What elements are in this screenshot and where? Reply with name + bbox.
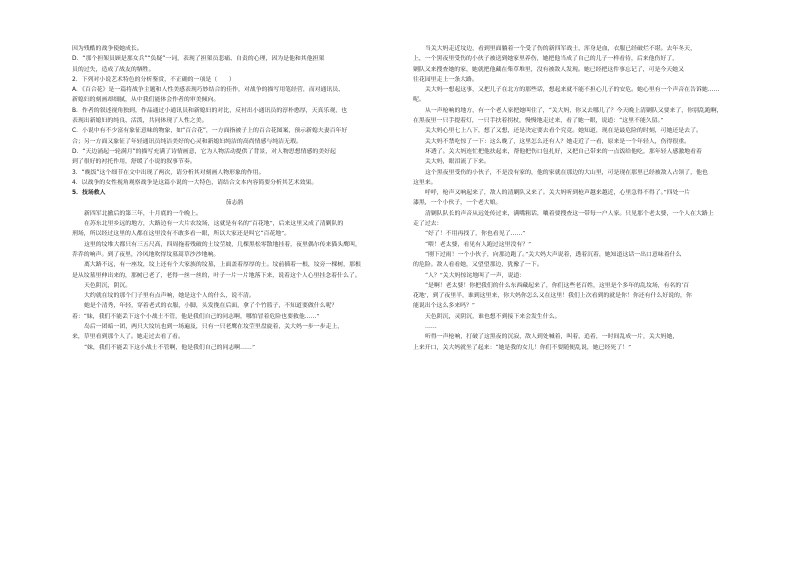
text-line: 在黑夜里一只手提着灯，一只手扶着拐杖，慢慢地走过来，看了她一眼，说道：“这里不能久留。” [413,118,664,125]
text-line: 因为残酷的战争使她成长。 [72,46,143,52]
text-line: 当关大妈走近坟边，看到里面躺着一个受了伤的新四军战士，浑身是血，衣服已经破烂不堪。去年冬天， [425,46,696,52]
text-line: 员的过失，造成了战友的牺牲。 [72,66,155,73]
text-line: 岛后一团暗一团，两只大坟坑也到一场遍及，只有一只老鹰在坟茔里盘旋着，关大妈一步一步走上， [84,324,344,331]
text-line: 花地’，到了夜里半，谁到这里来，你大妈你怎么又在这里！我们上次看到的就是你！你还有什么好说的，你 [413,293,692,300]
text-line: 到了很好的衬托作用，舒缓了小说的叙事节奏。 [72,159,196,166]
text-line: 这个黑夜里受伤的小伙子，不是没有家的，他的家就在那边的大山里，可是现在那里已经被敌人占领了，他也 [425,169,708,176]
text-line: D．“那个担架员顾是那女兵”“负疑”一词，表现了担架员悲痛、自责的心理，因为是他和其他担架 [72,56,325,63]
text-line: 在苏东北里乡远的地方，大路边有一大片农坟场，这就是有名的“百花地”，后来这里又成了清剿队的 [84,221,344,228]
text-line: “人？”关大妈惊诧地叫了一声，说道： [425,272,526,279]
right-column [413,44,739,353]
text-line: 合；另一方面又象征了年轻通讯员纯洁美好的心灵和新媳妇纯洁的高尚情感与纯洁无瑕。 [72,138,302,145]
text-line: 关大妈一想起这事，又把儿子在北方的那些话，想起来就不能不担心儿子的安危。她心里有一个声音在告诉她…… [425,87,720,94]
text-line: 4．以战争的女性视角观察战争是这篇小说的一大特色，请结合文本内容简要分析其艺术效果。 [72,179,318,186]
text-line: 听得一声枪响，打破了这黑夜的沉寂，敌人到处喊着，叫着，追着，一时间乱成一片，关大妈她， [425,334,679,341]
text-line: 离大路不远，有一座坟，坟上还有个大家族的坟墓，上面盖着厚厚的土。坟前插着一根，坟旁一棵树，那根 [84,262,361,269]
text-line: 这里来。 [413,179,437,186]
text-line: “喂！老太婆，看见有人跑过这里没有？” [425,241,532,248]
text-line: A．《百合花》是一篇将战争主题和人性美感表现巧妙结合的佳作，对战争的描写用笔经营，而对通讯员、 [72,87,345,94]
text-line: 清剿队队长的声音从远处传过来，满嘴粗话，嚷着要搜查这一带每一户人家。只见那个老太婆，一个人在大路上 [425,210,714,217]
left-column [72,44,397,353]
text-line: 是从坟墓里伸出来的，那树已老了，老得一丝一丝的，叶子一片一片地落下来，说着这个人心里挂念着什么了。 [72,272,361,279]
text-line: 新媳妇的刻画却细腻，从中我们能体会作者的审美倾向。 [72,97,220,104]
text-line: 呼呼，枪声又响起来了，敌人的清剿队又来了。关大妈听到枪声越来越近，心里急得不得了。”四处一片 [425,190,691,197]
text-line: “刚下过雨！一个小伙子，向那边跑了。”关大妈大声说着，透着沉着，她知道这话一出口意味着什么 [425,251,682,258]
text-line: 往花园里走上一条大路。 [413,76,478,83]
text-line: 茄志鹃 [225,200,244,207]
text-line: D．“天边涌起一轮满月”的描写充满了诗情画意，它为人物活动提供了背景，对人物思想情感的美好起 [72,148,336,155]
text-line: C．小说中有不少富有象征意味的物象，如“百合花”，一方面指被子上的百合花图案，预示新媳夫妻百年好 [72,128,348,135]
text-line: 天色阴沉，灵阴沉，谁也想不到接下来会发生什么。 [425,313,561,320]
text-line: B．作者的叙述视角独到，作品通过小通讯员和新媳妇的对比，反衬出小通讯员的淳朴憨厚，天真乐观，也 [72,107,348,114]
text-line: 3．“晚饭”这个细节在文中出现了两次，请分析其对刻画人物形象的作用。 [72,169,265,176]
text-line: 来，草里看到那个人了。她走过去看了看。 [72,334,184,341]
text-line: 关大妈不禁吃惊了一下：这么晚了，这里怎么还有人？她走近了一看，原来是一个年轻人，伤得很重。 [425,138,691,145]
text-line: 剿队又来搜查她的家，她就把他藏在柴草堆里，没有被敌人发现。她已经把这件事忘记了，可是今天她又 [413,66,684,73]
text-line: 刑场，所以经过这里的人都在这里没有不敢多看一眼，所以大家还是叫它“百花地”。 [72,231,291,238]
text-line: 她是个清秀，年轻，穿着老式的衣服，小脚，头发挽在后面，拿了个竹篮子，不知道要做什么呢？ [84,303,338,310]
text-line: 上，一个黑夜里受伤的小伙子被送到她家里养伤，她把他当成了自己的儿子一样看待，后来他伤好了， [413,56,679,63]
text-line: 2．下列对小说艺术特色的分析鉴赏，不正确的一项是（ ） [72,76,235,83]
text-line: 这里的坟堆大都只有三五尺高，四周拖着残破的土坟茔坡，几棵黑松零散地挂着，夜里偶尔传来猫头鹰叫， [84,241,361,248]
text-line: 走了过去： [413,221,443,228]
text-line: 从一声枪响的地方，有一个老人家把她叫住了，“关大妈，你又去哪儿了？今天晚上清剿队又要来了，你别乱跑啊， [425,107,723,114]
text-line: 能说出个这么多来吗？” [413,303,475,310]
text-line: 乔乔的响声。到了夜里，冷风地吹得坟墓蒿草沙沙地响。 [72,251,220,258]
text-line: …… [425,324,437,331]
text-line: 关大妈，眼泪流了下来。 [425,159,490,166]
text-line: “好了！不用再找了，你也看见了……” [425,231,526,238]
text-line: 呢。 [413,97,425,104]
text-line: “是啊！老太婆！你把我们的什么东西藏起来了，你们这些老百姓，这里是个多年的乱坟场，有名的‘百 [425,282,690,289]
text-line: 表现出新媳妇的纯良、活泼，共同体现了人性之美。 [72,118,208,125]
text-line: 坏透了。关大妈连忙把他扶起来，帮他把伤口包扎好，又把自己带来的一点饭给他吃，那年轻人感激地看着 [425,148,702,155]
text-line: “妹，我们不能丢下这小战士不管啊，他是我们自己的同志啊……” [84,344,255,351]
text-line: 5．技场救人 [72,190,106,197]
text-line: 天色阴沉，阴沉。 [84,282,132,289]
text-line: 上来开口，关大妈就坐了起来：“她是我的女儿！你们不要随便乱说，她已经死了！” [413,344,632,351]
text-line: 新四军北撤后的第三年，十月底的一个晚上。 [84,210,202,217]
text-line: 的危险。敌人看看她，又望望那边，犹豫了一下。 [413,262,543,269]
text-line: 大约就在坟的那个门子里有点声响，她是这个人的什么，说不清。 [84,293,255,300]
text-line: 关大妈心里七上八下，想了又想，还是决定要去看个究竟。她知道，现在是最危险的时刻，可她还是去了。 [425,128,702,135]
text-line: 漆黑，一个小伙子，一个老大娘。 [413,200,502,207]
text-line: 着：“妹，我们不能丢下这个小战士不管，他是我们自己的同志啊，哪怕冒着危险也要救他……” [72,313,320,320]
